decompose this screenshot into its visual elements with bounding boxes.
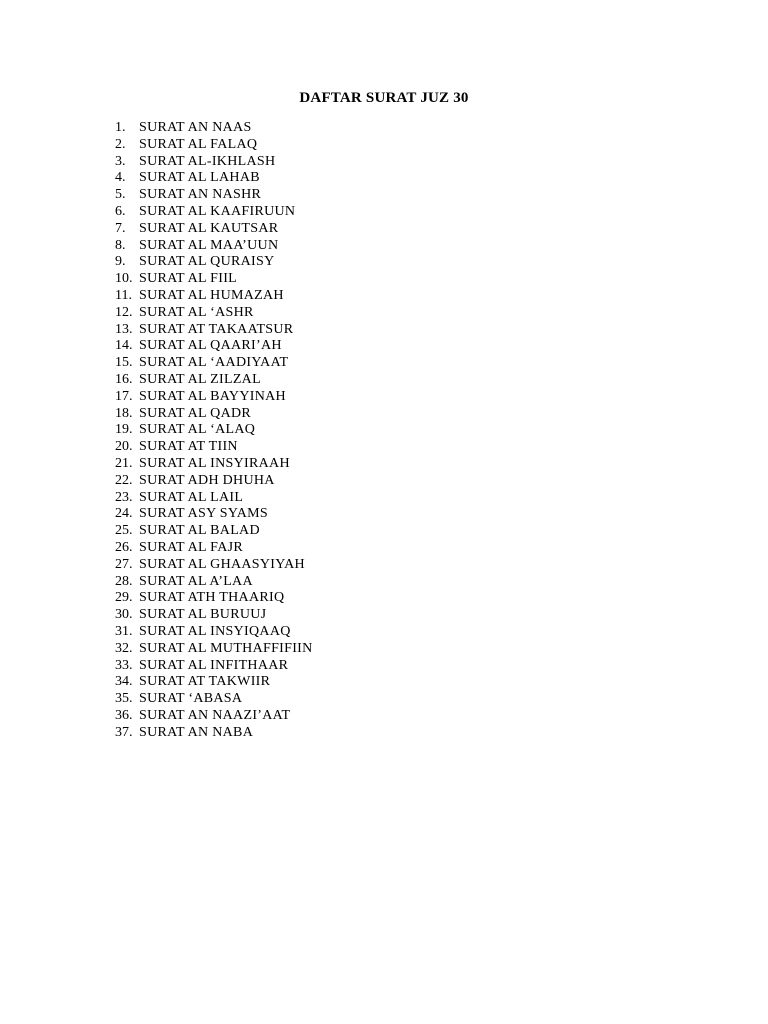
list-item-name: SURAT AL FIIL xyxy=(139,271,238,287)
list-item-number: 19. xyxy=(115,422,133,438)
list-item-number: 5. xyxy=(115,187,126,203)
list-item-name: SURAT AL FAJR xyxy=(139,539,244,555)
list-item xyxy=(115,389,313,406)
list-item xyxy=(115,137,313,154)
list-item xyxy=(115,607,313,624)
list-item-number: 3. xyxy=(115,153,126,169)
list-item-number: 11. xyxy=(115,287,132,303)
list-item-name: SURAT AL MAA’UUN xyxy=(139,237,279,253)
list-item xyxy=(115,355,313,372)
list-item-number: 13. xyxy=(115,321,133,337)
list-item xyxy=(115,204,313,221)
list-item xyxy=(115,590,313,607)
list-item-number: 6. xyxy=(115,203,126,219)
list-item-number: 10. xyxy=(115,271,133,287)
list-item-name: SURAT AL MUTHAFFIFIIN xyxy=(139,640,313,656)
list-item-number: 32. xyxy=(115,640,133,656)
list-item-name: SURAT AL QURAISY xyxy=(139,254,275,270)
list-item-name: SURAT AL ‘AADIYAAT xyxy=(139,355,289,371)
list-item xyxy=(115,254,313,271)
list-item-name: SURAT AL LAIL xyxy=(139,489,244,505)
list-item-number: 35. xyxy=(115,691,133,707)
page-title: DAFTAR SURAT JUZ 30 xyxy=(299,90,469,106)
list-item-number: 33. xyxy=(115,657,133,673)
list-item xyxy=(115,624,313,641)
list-item xyxy=(115,725,313,742)
list-item-name: SURAT AL HUMAZAH xyxy=(139,287,284,303)
list-item-name: SURAT AL BAYYINAH xyxy=(139,388,286,404)
list-item xyxy=(115,187,313,204)
list-item-name: SURAT AL GHAASYIYAH xyxy=(139,556,305,572)
list-item xyxy=(115,456,313,473)
list-item-number: 12. xyxy=(115,304,133,320)
list-item-name: SURAT AN NABA xyxy=(139,724,254,740)
list-item-name: SURAT AT TAKAATSUR xyxy=(139,321,294,337)
list-item-number: 37. xyxy=(115,724,133,740)
list-item-name: SURAT AL INSYIRAAH xyxy=(139,455,290,471)
list-item xyxy=(115,322,313,339)
list-item-number: 14. xyxy=(115,338,133,354)
list-item xyxy=(115,305,313,322)
list-item-number: 15. xyxy=(115,355,133,371)
list-item-name: SURAT AL BURUUJ xyxy=(139,607,267,623)
list-item-number: 21. xyxy=(115,455,133,471)
list-item-number: 17. xyxy=(115,388,133,404)
list-item-number: 22. xyxy=(115,472,133,488)
list-item-number: 23. xyxy=(115,489,133,505)
list-item-name: SURAT AL QADR xyxy=(139,405,252,421)
list-item-number: 28. xyxy=(115,573,133,589)
list-item xyxy=(115,338,313,355)
list-item-name: SURAT ASY SYAMS xyxy=(139,506,268,522)
list-item xyxy=(115,372,313,389)
list-item-number: 26. xyxy=(115,539,133,555)
list-item xyxy=(115,288,313,305)
list-item-name: SURAT AT TIIN xyxy=(139,439,238,455)
list-item-name: SURAT AL ZILZAL xyxy=(139,371,261,387)
list-item-number: 8. xyxy=(115,237,126,253)
list-item-number: 34. xyxy=(115,674,133,690)
list-item-number: 9. xyxy=(115,254,126,270)
list-item-number: 4. xyxy=(115,170,126,186)
surat-list xyxy=(115,120,313,741)
list-item xyxy=(115,523,313,540)
list-item xyxy=(115,641,313,658)
list-item-number: 31. xyxy=(115,623,133,639)
list-item-number: 7. xyxy=(115,220,126,236)
list-item-name: SURAT AL A’LAA xyxy=(139,573,253,589)
list-item xyxy=(115,674,313,691)
list-item xyxy=(115,557,313,574)
list-item-name: SURAT ATH THAARIQ xyxy=(139,590,285,606)
list-item-number: 30. xyxy=(115,607,133,623)
list-item-number: 27. xyxy=(115,556,133,572)
list-item-number: 18. xyxy=(115,405,133,421)
list-item-number: 16. xyxy=(115,371,133,387)
list-item-number: 29. xyxy=(115,590,133,606)
list-item-name: SURAT AL LAHAB xyxy=(139,170,260,186)
list-item-name: SURAT AL ‘ALAQ xyxy=(139,422,256,438)
list-item xyxy=(115,473,313,490)
list-item-name: SURAT AN NAAZI’AAT xyxy=(139,707,291,723)
list-item xyxy=(115,708,313,725)
list-item-name: SURAT AN NASHR xyxy=(139,187,262,203)
list-item-name: SURAT AL INSYIQAAQ xyxy=(139,623,291,639)
list-item xyxy=(115,439,313,456)
list-item-name: SURAT ‘ABASA xyxy=(139,691,243,707)
list-item-number: 1. xyxy=(115,120,126,135)
list-item-number: 24. xyxy=(115,506,133,522)
list-item-name: SURAT ADH DHUHA xyxy=(139,472,275,488)
list-item-name: SURAT AL KAAFIRUUN xyxy=(139,203,296,219)
list-item-name: SURAT AL INFITHAAR xyxy=(139,657,289,673)
list-item-name: SURAT AL BALAD xyxy=(139,523,260,539)
list-item xyxy=(115,574,313,591)
list-item-name: SURAT AN NAAS xyxy=(139,120,252,135)
list-item-number: 20. xyxy=(115,439,133,455)
list-item xyxy=(115,271,313,288)
list-item-name: SURAT AL-IKHLASH xyxy=(139,153,276,169)
list-item xyxy=(115,120,313,137)
list-item xyxy=(115,691,313,708)
list-item-name: SURAT AL QAARI’AH xyxy=(139,338,282,354)
list-item-name: SURAT AL FALAQ xyxy=(139,136,258,152)
list-item-name: SURAT AT TAKWIIR xyxy=(139,674,271,690)
list-item-name: SURAT AL KAUTSAR xyxy=(139,220,279,236)
list-item-number: 36. xyxy=(115,707,133,723)
list-item xyxy=(115,238,313,255)
list-item xyxy=(115,170,313,187)
list-item-number: 25. xyxy=(115,523,133,539)
list-item-number: 2. xyxy=(115,136,126,152)
list-item xyxy=(115,154,313,171)
list-item xyxy=(115,506,313,523)
list-item xyxy=(115,658,313,675)
list-item-name: SURAT AL ‘ASHR xyxy=(139,304,254,320)
list-item xyxy=(115,490,313,507)
list-item xyxy=(115,406,313,423)
list-item xyxy=(115,422,313,439)
list-item xyxy=(115,540,313,557)
list-item xyxy=(115,221,313,238)
